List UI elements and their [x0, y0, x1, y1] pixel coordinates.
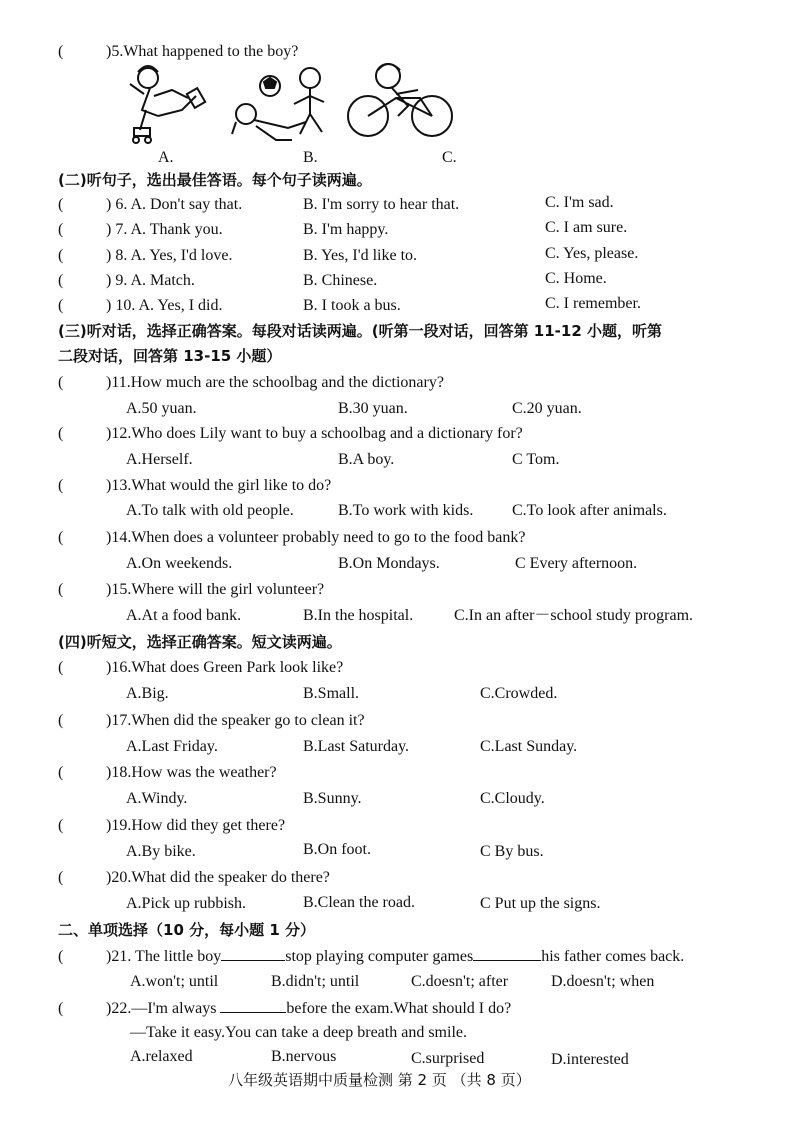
question-18-option-c: C.Cloudy. — [480, 790, 545, 807]
boy-skating-picture — [120, 62, 210, 147]
question-20 — [58, 868, 330, 888]
question-stem: )20.What did the speaker do there? — [106, 869, 330, 886]
question-10 — [58, 296, 222, 316]
option-a: ) 10. A. Yes, I did. — [106, 297, 223, 314]
question-17-option-c: C.Last Sunday. — [480, 738, 578, 755]
question-21-option-a: A.won't; until — [130, 973, 219, 990]
question-13-option-c: C.To look after animals. — [512, 502, 667, 519]
question-6 — [58, 195, 242, 215]
question-stem: )13.What would the girl like to do? — [106, 477, 332, 494]
question-15-option-b: B.In the hospital. — [303, 607, 414, 624]
question-17 — [58, 711, 365, 731]
question-12-option-c: C Tom. — [512, 451, 560, 468]
answer-paren[interactable]: ( — [58, 529, 64, 546]
question-17-option-a: A.Last Friday. — [126, 738, 218, 755]
section-4-header: (四)听短文，选择正确答案。短文读两遍。 — [58, 633, 342, 651]
question-13-option-b: B.To work with kids. — [338, 502, 474, 519]
question-14-option-b: B.On Mondays. — [338, 555, 440, 572]
question-14-option-a: A.On weekends. — [126, 555, 233, 572]
question-17-option-b: B.Last Saturday. — [303, 738, 410, 755]
question-11-option-c: C.20 yuan. — [512, 400, 582, 417]
question-8-option-b: B. Yes, I'd like to. — [303, 247, 418, 264]
answer-paren[interactable]: ( — [58, 659, 64, 676]
question-22-option-d: D.interested — [551, 1051, 629, 1068]
question-20-option-b: B.Clean the road. — [303, 894, 415, 911]
question-8-option-c: C. Yes, please. — [545, 245, 639, 262]
question-stem: )19.How did they get there? — [106, 817, 286, 834]
question-stem: )15.Where will the girl volunteer? — [106, 581, 325, 598]
question-stem: )17.When did the speaker go to clean it? — [106, 712, 365, 729]
question-6-option-c: C. I'm sad. — [545, 194, 614, 211]
answer-paren[interactable]: ( — [58, 869, 64, 886]
question-stem: )12.Who does Lily want to buy a schoolbag and a dictionary for? — [106, 425, 523, 442]
fill-blank-1[interactable] — [221, 946, 285, 961]
question-13-option-a: A.To talk with old people. — [126, 502, 294, 519]
answer-paren[interactable]: ( — [58, 477, 64, 494]
question-22-option-a: A.relaxed — [130, 1048, 193, 1065]
option-a: ) 8. A. Yes, I'd love. — [106, 247, 233, 264]
boys-football-picture — [226, 62, 336, 147]
section-3-header: (三)听对话，选择正确答案。每段对话读两遍。(听第一段对话，回答第 11-12 小题，听第 — [58, 322, 662, 340]
picture-label-c: C. — [442, 149, 457, 166]
question-21 — [58, 946, 684, 967]
option-a: ) 6. A. Don't say that. — [106, 196, 243, 213]
question-15 — [58, 580, 324, 600]
question-13 — [58, 476, 331, 496]
section-3-header-cont: 二段对话，回答第 13-15 小题） — [58, 347, 282, 365]
stem-part-2: stop playing computer games — [285, 948, 474, 965]
question-14-option-c: C Every afternoon. — [515, 555, 638, 572]
question-18 — [58, 763, 277, 783]
question-19-option-c: C By bus. — [480, 843, 544, 860]
stem-part-2: before the exam.What should I do? — [286, 1000, 512, 1017]
question-22 — [58, 998, 511, 1019]
question-stem: )5.What happened to the boy? — [106, 43, 299, 60]
question-9-option-c: C. Home. — [545, 270, 607, 287]
question-12-option-b: B.A boy. — [338, 451, 395, 468]
answer-paren[interactable]: ( — [58, 374, 64, 391]
question-stem: )18.How was the weather? — [106, 764, 277, 781]
question-8 — [58, 246, 232, 266]
answer-paren[interactable]: ( — [58, 196, 64, 213]
stem-part-1: )22.—I'm always — [106, 1000, 217, 1017]
question-19 — [58, 816, 285, 836]
question-16 — [58, 658, 343, 678]
question-15-option-c: C.In an after－school study program. — [454, 607, 694, 624]
question-16-option-c: C.Crowded. — [480, 685, 558, 702]
question-7-option-c: C. I am sure. — [545, 219, 628, 236]
picture-label-a: A. — [158, 149, 174, 166]
answer-paren[interactable]: ( — [58, 1000, 64, 1017]
question-18-option-a: A.Windy. — [126, 790, 188, 807]
question-9-option-b: B. Chinese. — [303, 272, 378, 289]
question-20-option-c: C Put up the signs. — [480, 895, 601, 912]
answer-paren[interactable]: ( — [58, 221, 64, 238]
question-12 — [58, 424, 523, 444]
question-19-option-a: A.By bike. — [126, 843, 196, 860]
question-21-option-c: C.doesn't; after — [411, 973, 509, 990]
question-21-option-d: D.doesn't; when — [551, 973, 655, 990]
answer-paren[interactable]: ( — [58, 948, 64, 965]
answer-paren[interactable]: ( — [58, 43, 64, 60]
question-14 — [58, 528, 525, 548]
option-a: ) 7. A. Thank you. — [106, 221, 223, 238]
answer-paren[interactable]: ( — [58, 297, 64, 314]
question-12-option-a: A.Herself. — [126, 451, 193, 468]
question-15-option-a: A.At a food bank. — [126, 607, 242, 624]
question-16-option-b: B.Small. — [303, 685, 360, 702]
question-7-option-b: B. I'm happy. — [303, 221, 389, 238]
page-footer: 八年级英语期中质量检测 第 2 页 （共 8 页） — [228, 1071, 531, 1089]
question-18-option-b: B.Sunny. — [303, 790, 362, 807]
answer-paren[interactable]: ( — [58, 247, 64, 264]
fill-blank-2[interactable] — [473, 946, 541, 961]
question-11-option-b: B.30 yuan. — [338, 400, 408, 417]
question-6-option-b: B. I'm sorry to hear that. — [303, 196, 460, 213]
option-a: ) 9. A. Match. — [106, 272, 195, 289]
section-2-header: (二)听句子，选出最佳答语。每个句子读两遍。 — [58, 171, 372, 189]
question-5 — [58, 42, 298, 62]
answer-paren[interactable]: ( — [58, 581, 64, 598]
question-21-option-b: B.didn't; until — [271, 973, 360, 990]
question-20-option-a: A.Pick up rubbish. — [126, 895, 246, 912]
question-10-option-c: C. I remember. — [545, 295, 641, 312]
boy-cycling-picture — [344, 58, 460, 144]
question-10-option-b: B. I took a bus. — [303, 297, 401, 314]
picture-label-b: B. — [303, 149, 318, 166]
answer-paren[interactable]: ( — [58, 712, 64, 729]
question-7 — [58, 220, 223, 240]
fill-blank-1[interactable] — [220, 998, 286, 1013]
question-22-reply: —Take it easy.You can take a deep breath and smile. — [130, 1024, 467, 1041]
answer-paren[interactable]: ( — [58, 425, 64, 442]
answer-paren[interactable]: ( — [58, 764, 64, 781]
question-16-option-a: A.Big. — [126, 685, 169, 702]
answer-paren[interactable]: ( — [58, 817, 64, 834]
question-22-option-c: C.surprised — [411, 1050, 485, 1067]
question-11-option-a: A.50 yuan. — [126, 400, 197, 417]
question-stem: )16.What does Green Park look like? — [106, 659, 344, 676]
stem-part-3: his father comes back. — [541, 948, 685, 965]
question-22-option-b: B.nervous — [271, 1048, 337, 1065]
question-9 — [58, 271, 195, 291]
answer-paren[interactable]: ( — [58, 272, 64, 289]
question-stem: )14.When does a volunteer probably need to go to the food bank? — [106, 529, 526, 546]
question-19-option-b: B.On foot. — [303, 841, 371, 858]
part-2-header: 二、单项选择（10 分，每小题 1 分） — [58, 921, 315, 939]
question-11 — [58, 373, 444, 393]
question-stem: )11.How much are the schoolbag and the dictionary? — [106, 374, 444, 391]
stem-part-1: )21. The little boy — [106, 948, 222, 965]
